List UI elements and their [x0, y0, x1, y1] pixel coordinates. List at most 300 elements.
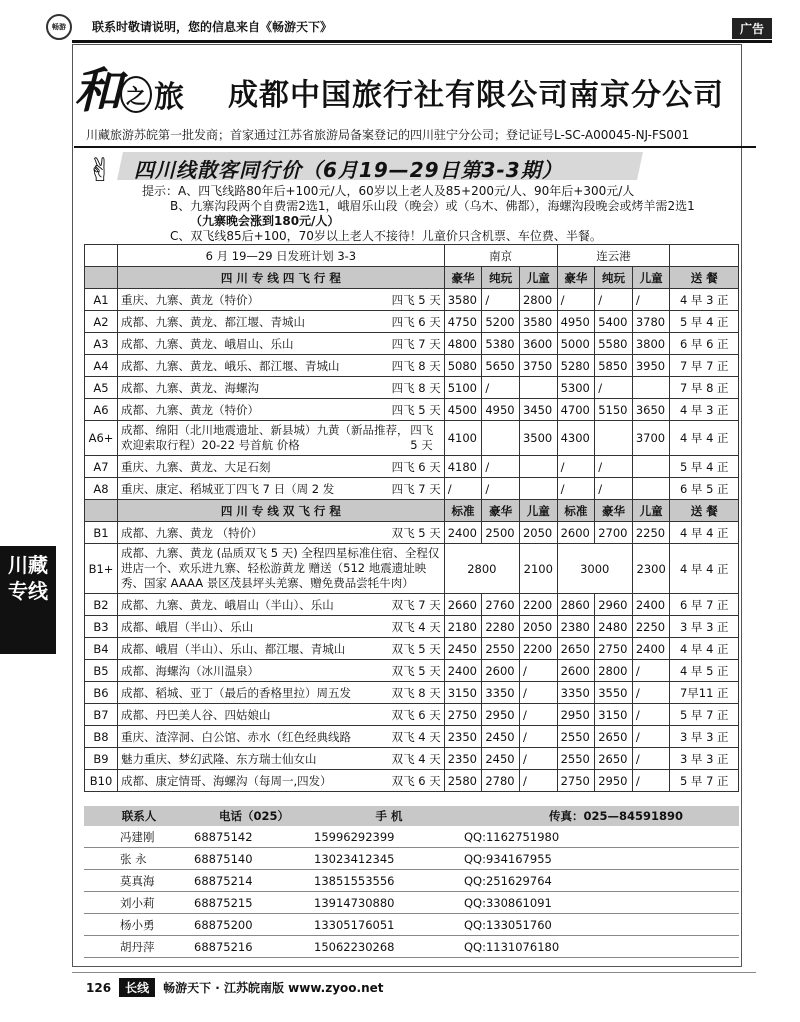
blank-cell: [85, 267, 118, 289]
price-cell: 2550: [482, 638, 520, 660]
route-code: B5: [85, 660, 118, 682]
route-code: B6: [85, 682, 118, 704]
route-text: 成都、峨眉（半山）、乐山: [121, 619, 254, 634]
contact-row: [84, 870, 739, 892]
route-text: 成都、九寨、黄龙 （特价）: [121, 525, 263, 540]
column-header: 标准: [557, 500, 595, 522]
price-cell: 4750: [444, 311, 482, 333]
contacts-head-phone: 电话（025）: [218, 809, 289, 823]
price-cell: 3650: [632, 399, 670, 421]
route-text: 成都、稻城、亚丁（最后的香格里拉）周五发: [121, 685, 352, 700]
route-cell: [118, 311, 445, 333]
title-banner: 四川线散客同行价（6月19—29日第3-3期）: [134, 158, 563, 182]
price-cell: 2650: [595, 726, 633, 748]
price-cell: /: [632, 726, 670, 748]
city-nanjing: 南京: [444, 245, 557, 267]
price-cell: 3500: [519, 421, 557, 456]
contact-mobile: 13023412345: [314, 851, 395, 866]
meal-cell: 4 早 4 正: [670, 638, 739, 660]
price-cell: 3700: [632, 421, 670, 456]
price-cell: 4500: [444, 399, 482, 421]
flight-days: 双飞 5 天: [391, 525, 441, 540]
route-text: 成都、九寨、黄龙、峨眉山、乐山: [121, 336, 294, 351]
price-table: [84, 244, 739, 792]
price-cell: 2780: [482, 770, 520, 792]
price-cell: [632, 377, 670, 399]
table-row: [85, 333, 739, 355]
price-cell: 5300: [557, 377, 595, 399]
price-cell: [519, 456, 557, 478]
contact-name: 杨小勇: [120, 917, 155, 932]
contact-mobile: 13914730880: [314, 895, 395, 910]
route-code: B7: [85, 704, 118, 726]
price-cell: 2550: [557, 748, 595, 770]
notes: [142, 184, 695, 244]
price-cell: 2600: [557, 660, 595, 682]
meal-cell: 4 早 3 正: [670, 399, 739, 421]
route-code: A1: [85, 289, 118, 311]
contacts-header: [84, 806, 739, 826]
column-header: 送 餐: [670, 267, 739, 289]
contact-mobile: 13305176051: [314, 917, 395, 932]
top-strip: [0, 0, 800, 40]
table-row: [85, 682, 739, 704]
price-cell: 2950: [557, 704, 595, 726]
route-code: B3: [85, 616, 118, 638]
price-cell: [632, 456, 670, 478]
price-cell: 5400: [595, 311, 633, 333]
brand-lv: 旅: [154, 80, 185, 115]
brand-zhi: 之: [120, 76, 152, 113]
blank-cell: [85, 500, 118, 522]
price-cell: [632, 478, 670, 500]
top-divider: [72, 40, 772, 43]
table-row: [85, 704, 739, 726]
price-cell: /: [444, 478, 482, 500]
contact-name: 胡丹萍: [120, 939, 155, 954]
price-cell: 2250: [632, 522, 670, 544]
magazine-logo: 畅游: [46, 14, 72, 40]
price-cell: 3450: [519, 399, 557, 421]
price-cell: 4700: [557, 399, 595, 421]
table-header-cities: [85, 245, 739, 267]
meal-cell: 5 早 4 正: [670, 456, 739, 478]
table-row: [85, 421, 739, 456]
contact-row: [84, 914, 739, 936]
table-row: [85, 311, 739, 333]
route-text: 成都、九寨、黄龙、峨眉山（半山）、乐山: [121, 597, 334, 612]
note-c: C、双飞线85后+100，70岁以上老人不接待！儿童价只含机票、车位费、半餐。: [170, 229, 602, 243]
price-cell: /: [595, 478, 633, 500]
route-cell: [118, 616, 445, 638]
price-cell: 3580: [444, 289, 482, 311]
route-text: 成都、九寨、黄龙、海螺沟: [121, 380, 260, 395]
table-row: [85, 478, 739, 500]
section-b-title: 四 川 专 线 双 飞 行 程: [118, 500, 445, 522]
meal-cell: 6 早 6 正: [670, 333, 739, 355]
price-cell: 2960: [595, 594, 633, 616]
column-header: 标准: [444, 500, 482, 522]
price-cell: 2180: [444, 616, 482, 638]
price-cell: 5100: [444, 377, 482, 399]
contact-phone: 68875215: [194, 895, 253, 910]
price-cell: 2300: [632, 544, 670, 594]
price-cell: 5280: [557, 355, 595, 377]
table-row: [85, 638, 739, 660]
side-tab-line2: 专线: [8, 579, 48, 603]
table-row: [85, 748, 739, 770]
contact-mobile: 15062230268: [314, 939, 395, 954]
flight-days: 双飞 6 天: [391, 773, 441, 788]
table-row: [85, 522, 739, 544]
route-cell: [118, 522, 445, 544]
price-cell: /: [482, 456, 520, 478]
contact-qq: QQ:1162751980: [464, 829, 560, 844]
column-header: 纯玩: [482, 267, 520, 289]
route-cell: [118, 660, 445, 682]
meal-cell: 6 早 7 正: [670, 594, 739, 616]
column-header: 儿童: [632, 500, 670, 522]
price-cell: /: [519, 770, 557, 792]
route-code: B8: [85, 726, 118, 748]
route-code: B1: [85, 522, 118, 544]
price-cell: 2650: [557, 638, 595, 660]
route-code: A6: [85, 399, 118, 421]
footer-text: 畅游天下 · 江苏皖南版 www.zyoo.net: [163, 981, 384, 995]
route-text: 成都、九寨、黄龙、都江堰、青城山: [121, 314, 306, 329]
contact-qq: QQ:251629764: [464, 873, 552, 888]
route-text: 成都、九寨、黄龙、峨乐、都江堰、青城山: [121, 358, 340, 373]
flight-days: 四飞 6 天: [391, 314, 441, 329]
price-cell: 2200: [519, 638, 557, 660]
route-text: 重庆、九寨、黄龙（特价）: [121, 292, 260, 307]
route-cell: [118, 421, 445, 456]
route-cell: [118, 594, 445, 616]
meal-cell: 4 早 4 正: [670, 544, 739, 594]
column-header: 送 餐: [670, 500, 739, 522]
flight-days: 双飞 4 天: [391, 751, 441, 766]
contact-qq: QQ:934167955: [464, 851, 552, 866]
blank-cell: [85, 245, 118, 267]
price-cell: 3950: [632, 355, 670, 377]
price-cell: 3000: [557, 544, 632, 594]
price-cell: 5580: [595, 333, 633, 355]
note-a: 提示：A、四飞线路80年后+100元/人，60岁以上老人及85+200元/人、90年后+300元/人: [142, 184, 635, 198]
price-cell: 2450: [482, 726, 520, 748]
column-header: 豪华: [595, 500, 633, 522]
route-text: 成都、海螺沟（冰川温泉）: [121, 663, 260, 678]
price-cell: 2600: [482, 660, 520, 682]
route-code: A2: [85, 311, 118, 333]
footer: [86, 978, 384, 997]
meal-cell: 3 早 3 正: [670, 616, 739, 638]
price-cell: 2800: [519, 289, 557, 311]
contact-name: 冯建刚: [120, 829, 155, 844]
contact-mobile: 13851553556: [314, 873, 395, 888]
route-text: 成都、九寨、黄龙（特价）: [121, 402, 260, 417]
flight-days: 四飞 5 天: [391, 402, 441, 417]
victory-hand-icon: ✌: [86, 151, 114, 189]
price-cell: 2750: [444, 704, 482, 726]
page-number: 126: [86, 980, 112, 995]
route-cell: [118, 748, 445, 770]
price-cell: 3600: [519, 333, 557, 355]
price-cell: 3800: [632, 333, 670, 355]
price-cell: 4800: [444, 333, 482, 355]
price-cell: 2760: [482, 594, 520, 616]
flight-days: 双飞 7 天: [391, 597, 441, 612]
meal-cell: 7 早 7 正: [670, 355, 739, 377]
price-cell: 5080: [444, 355, 482, 377]
meal-cell: 3 早 3 正: [670, 726, 739, 748]
footer-rule: [72, 972, 756, 973]
meal-cell: 7早11 正: [670, 682, 739, 704]
plan-title: 6 月 19—29 日发班计划 3-3: [118, 245, 445, 267]
table-row: [85, 616, 739, 638]
price-cell: /: [632, 770, 670, 792]
table-row: [85, 594, 739, 616]
price-cell: /: [519, 726, 557, 748]
table-row: [85, 377, 739, 399]
contacts-table: [84, 806, 739, 958]
price-cell: 5650: [482, 355, 520, 377]
flight-days: 四飞 5 天: [391, 292, 441, 307]
brand-logo: [74, 52, 184, 121]
contact-row: [84, 892, 739, 914]
column-header: 豪华: [482, 500, 520, 522]
route-cell: [118, 333, 445, 355]
price-cell: /: [482, 478, 520, 500]
price-cell: /: [482, 289, 520, 311]
price-cell: 4950: [557, 311, 595, 333]
route-text: 成都、峨眉（半山）、乐山、都江堰、青城山: [121, 641, 346, 656]
price-cell: 2750: [595, 638, 633, 660]
price-cell: 3780: [632, 311, 670, 333]
price-cell: /: [557, 456, 595, 478]
flight-days: 四飞 5 天: [410, 423, 434, 452]
price-cell: 2450: [482, 748, 520, 770]
price-cell: /: [595, 289, 633, 311]
price-cell: 5850: [595, 355, 633, 377]
city-lianyungang: 连云港: [557, 245, 670, 267]
table-row: [85, 660, 739, 682]
flight-days: 双飞 5 天: [391, 663, 441, 678]
flight-days: 四飞 7 天: [391, 336, 441, 351]
route-code: A5: [85, 377, 118, 399]
contact-name: 莫真海: [120, 873, 155, 888]
column-header: 纯玩: [595, 267, 633, 289]
meal-cell: 4 早 4 正: [670, 421, 739, 456]
price-cell: 2660: [444, 594, 482, 616]
brand-he: 和: [74, 63, 119, 119]
column-header: 豪华: [444, 267, 482, 289]
side-tab-line1: 川藏: [8, 553, 48, 577]
route-cell: [118, 638, 445, 660]
price-cell: /: [519, 704, 557, 726]
route-cell: [118, 289, 445, 311]
column-header: 儿童: [519, 500, 557, 522]
note-b-extra: （九寨晚会涨到180元/人）: [190, 214, 340, 228]
price-cell: /: [632, 660, 670, 682]
price-cell: [482, 421, 520, 456]
contacts-head-fax: 传真：025—84591890: [548, 809, 683, 823]
top-note: 联系时敬请说明，您的信息来自《畅游天下》: [92, 20, 333, 34]
meal-cell: 6 早 5 正: [670, 478, 739, 500]
price-cell: 2860: [557, 594, 595, 616]
route-code: B2: [85, 594, 118, 616]
contact-qq: QQ:1131076180: [464, 939, 560, 954]
price-cell: 2400: [444, 660, 482, 682]
route-code: A8: [85, 478, 118, 500]
price-cell: 3150: [595, 704, 633, 726]
route-cell: [118, 682, 445, 704]
meal-cell: 3 早 3 正: [670, 748, 739, 770]
route-code: A6+: [85, 421, 118, 456]
route-cell: [118, 355, 445, 377]
price-cell: 2380: [557, 616, 595, 638]
contacts-head-mobile: 手 机: [375, 809, 403, 823]
price-cell: 5380: [482, 333, 520, 355]
price-cell: 2100: [519, 544, 557, 594]
contact-phone: 68875214: [194, 873, 253, 888]
price-cell: /: [519, 748, 557, 770]
company-name: 成都中国旅行社有限公司南京分公司: [228, 78, 724, 113]
price-cell: /: [632, 704, 670, 726]
contact-name: 张 永: [120, 851, 147, 866]
price-cell: 3580: [519, 311, 557, 333]
route-code: B9: [85, 748, 118, 770]
section-tag: 长线: [119, 978, 155, 997]
contact-row: [84, 936, 739, 958]
flight-days: 双飞 4 天: [391, 729, 441, 744]
route-cell: [118, 704, 445, 726]
price-cell: 2650: [595, 748, 633, 770]
price-cell: 5000: [557, 333, 595, 355]
price-cell: /: [482, 377, 520, 399]
price-cell: 2050: [519, 616, 557, 638]
price-cell: 2400: [632, 638, 670, 660]
price-cell: 2280: [482, 616, 520, 638]
price-cell: /: [632, 682, 670, 704]
company-header: [74, 52, 734, 122]
section-a-title: 四 川 专 线 四 飞 行 程: [118, 267, 445, 289]
route-code: B10: [85, 770, 118, 792]
route-text: 重庆、九寨、黄龙、大足石刻: [121, 459, 271, 474]
price-cell: 2580: [444, 770, 482, 792]
price-cell: 2700: [595, 522, 633, 544]
price-cell: [519, 478, 557, 500]
contact-phone: 68875216: [194, 939, 253, 954]
flight-days: 双飞 8 天: [391, 685, 441, 700]
price-cell: 3350: [557, 682, 595, 704]
contact-qq: QQ:330861091: [464, 895, 552, 910]
flight-days: 双飞 4 天: [391, 619, 441, 634]
price-cell: 2550: [557, 726, 595, 748]
price-cell: 2450: [444, 638, 482, 660]
price-cell: 5200: [482, 311, 520, 333]
flight-days: 四飞 8 天: [391, 380, 441, 395]
contact-row: [84, 848, 739, 870]
meal-cell: 5 早 4 正: [670, 311, 739, 333]
flight-days: 四飞 6 天: [391, 459, 441, 474]
column-header: 豪华: [557, 267, 595, 289]
price-cell: /: [519, 660, 557, 682]
price-cell: 5150: [595, 399, 633, 421]
price-cell: 2250: [632, 616, 670, 638]
price-cell: 2800: [444, 544, 519, 594]
price-cell: /: [595, 377, 633, 399]
route-code: A7: [85, 456, 118, 478]
note-b: B、九寨沟段两个自费需2选1，峨眉乐山段（晚会）或（乌木、佛都），海螺沟段晚会或烤羊需2选1: [170, 199, 695, 213]
contacts-head-name: 联系人: [121, 809, 157, 823]
route-text: 成都、康定情哥、海螺沟（每周一,四发）: [121, 773, 332, 788]
route-text: 魅力重庆、梦幻武隆、东方瑞士仙女山: [121, 751, 317, 766]
price-cell: 2800: [595, 660, 633, 682]
price-cell: 3750: [519, 355, 557, 377]
price-cell: 2350: [444, 726, 482, 748]
route-cell: [118, 770, 445, 792]
contact-row: [84, 826, 739, 848]
section-a-header: [85, 267, 739, 289]
price-cell: 4950: [482, 399, 520, 421]
flight-days: 四飞 7 天: [391, 481, 441, 496]
price-cell: /: [632, 748, 670, 770]
meal-cell: 5 早 7 正: [670, 770, 739, 792]
column-header: 儿童: [519, 267, 557, 289]
route-cell: [118, 399, 445, 421]
contact-phone: 68875200: [194, 917, 253, 932]
route-code: A4: [85, 355, 118, 377]
meal-cell: 7 早 8 正: [670, 377, 739, 399]
price-cell: 2480: [595, 616, 633, 638]
price-cell: 2950: [595, 770, 633, 792]
price-cell: 2050: [519, 522, 557, 544]
price-cell: /: [632, 289, 670, 311]
flight-days: 双飞 6 天: [391, 707, 441, 722]
price-cell: [519, 377, 557, 399]
meal-cell: 5 早 7 正: [670, 704, 739, 726]
contact-mobile: 15996292399: [314, 829, 395, 844]
route-text: 成都、绵阳（北川地震遗址、新县城）九黄（新品推荐，欢迎索取行程）20-22 号首航 价格: [121, 423, 409, 452]
price-cell: 4180: [444, 456, 482, 478]
flight-days: 双飞 5 天: [391, 641, 441, 656]
route-cell: [118, 478, 445, 500]
route-text: 成都、丹巴美人谷、四姑娘山: [121, 707, 271, 722]
ad-label: 广告: [732, 18, 772, 39]
price-cell: 2350: [444, 748, 482, 770]
section-b-header: [85, 500, 739, 522]
meal-cell: 4 早 5 正: [670, 660, 739, 682]
route-cell: 成都、九寨、黄龙 (品质双飞 5 天) 全程四星标准住宿、全程仅进店一个、欢乐进九寨、轻松游黄龙 赠送（512 地震遗址映秀、国家 AAAA 景区茂县坪头羌寨、赠免费品尝牦牛肉）: [118, 544, 445, 594]
price-cell: [595, 421, 633, 456]
price-cell: /: [519, 682, 557, 704]
table-row: [85, 770, 739, 792]
route-text: 重庆、渣滓洞、白公馆、赤水（红色经典线路: [121, 729, 352, 744]
price-cell: 2400: [444, 522, 482, 544]
contact-phone: 68875140: [194, 851, 253, 866]
route-text: 重庆、康定、稻城亚丁四飞 7 日（周 2 发: [121, 481, 335, 496]
route-code: A3: [85, 333, 118, 355]
route-cell: [118, 456, 445, 478]
meal-cell: 4 早 3 正: [670, 289, 739, 311]
price-cell: 2400: [632, 594, 670, 616]
table-row: [85, 289, 739, 311]
price-cell: 2600: [557, 522, 595, 544]
column-header: 儿童: [632, 267, 670, 289]
price-cell: 2750: [557, 770, 595, 792]
contact-name: 刘小莉: [120, 895, 155, 910]
price-cell: 3550: [595, 682, 633, 704]
